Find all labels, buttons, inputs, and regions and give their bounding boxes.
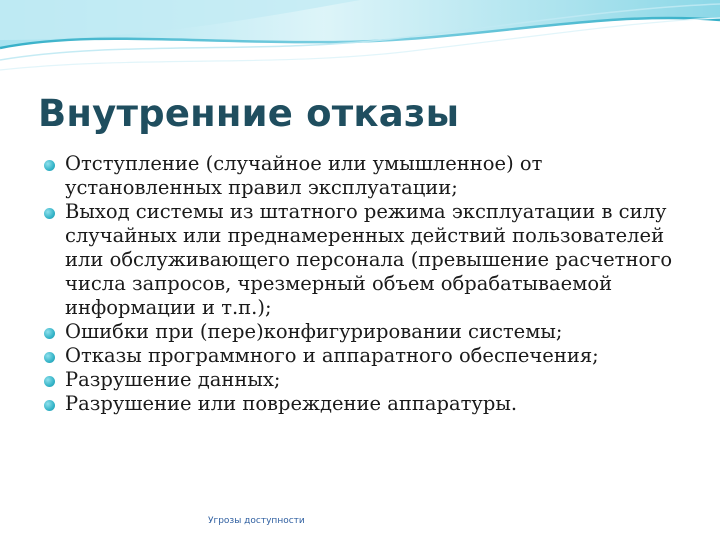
round-bullet-icon xyxy=(44,328,55,339)
round-bullet-icon xyxy=(44,352,55,363)
slide-title: Внутренние отказы xyxy=(38,92,460,135)
list-item xyxy=(44,368,704,392)
list-item-text: Выход системы из штатного режима эксплуатации в силу случайных или преднамеренных действий пользователей или обслуживающего персонала (превышение расчетного числа запросов, чрезмерный объем обрабатываемой информации и т.п.); xyxy=(65,200,673,319)
bullet-list xyxy=(44,152,704,416)
list-item xyxy=(44,320,704,344)
list-item xyxy=(44,152,704,200)
list-item-text: Отказы программного и аппаратного обеспечения; xyxy=(65,344,599,367)
round-bullet-icon xyxy=(44,400,55,411)
list-item-text: Разрушение данных; xyxy=(65,368,281,391)
list-item-text: Ошибки при (пере)конфигурировании системы; xyxy=(65,320,563,343)
list-item xyxy=(44,392,704,416)
round-bullet-icon xyxy=(44,376,55,387)
slide-footer: Угрозы доступности xyxy=(208,516,305,526)
list-item-text: Разрушение или повреждение аппаратуры. xyxy=(65,392,518,415)
list-item xyxy=(44,200,704,320)
round-bullet-icon xyxy=(44,160,55,171)
list-item-text: Отступление (случайное или умышленное) от установленных правил эксплуатации; xyxy=(65,152,543,199)
round-bullet-icon xyxy=(44,208,55,219)
list-item xyxy=(44,344,704,368)
